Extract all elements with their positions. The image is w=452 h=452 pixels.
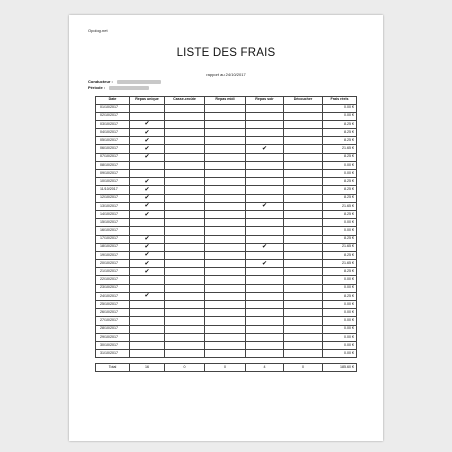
table-row xyxy=(96,251,357,259)
table-row xyxy=(96,186,357,194)
cell-casse-croute xyxy=(165,284,205,292)
cell-frais-reels: 0.00 € xyxy=(323,309,357,317)
totals-table xyxy=(95,363,357,372)
cell-decoucher xyxy=(284,251,323,259)
header-repas-unique: Repas unique xyxy=(130,97,165,105)
table-row xyxy=(96,268,357,276)
cell-repas-soir: ✔ xyxy=(246,145,284,153)
cell-casse-croute xyxy=(165,186,205,194)
cell-repas-midi xyxy=(205,194,246,202)
cell-decoucher xyxy=(284,178,323,186)
cell-frais-reels: 8.25 € xyxy=(323,194,357,202)
total-label: Total xyxy=(96,364,130,372)
cell-decoucher xyxy=(284,210,323,218)
cell-repas-unique xyxy=(130,104,165,112)
cell-repas-midi xyxy=(205,309,246,317)
cell-date: 17/10/2017 xyxy=(96,235,130,243)
cell-casse-croute xyxy=(165,161,205,169)
cell-date: 02/10/2017 xyxy=(96,112,130,120)
cell-decoucher xyxy=(284,104,323,112)
cell-date: 15/10/2017 xyxy=(96,219,130,227)
header-frais-reels: Frais réels xyxy=(323,97,357,105)
cell-casse-croute xyxy=(165,268,205,276)
table-row xyxy=(96,161,357,169)
cell-casse-croute xyxy=(165,260,205,268)
cell-decoucher xyxy=(284,129,323,137)
cell-casse-croute xyxy=(165,194,205,202)
header-decoucher: Découcher xyxy=(284,97,323,105)
cell-decoucher xyxy=(284,341,323,349)
table-row xyxy=(96,112,357,120)
cell-repas-midi xyxy=(205,341,246,349)
cell-date: 06/10/2017 xyxy=(96,145,130,153)
cell-repas-midi xyxy=(205,170,246,178)
cell-repas-soir xyxy=(246,268,284,276)
cell-casse-croute xyxy=(165,120,205,128)
cell-casse-croute xyxy=(165,341,205,349)
table-row xyxy=(96,137,357,145)
cell-frais-reels: 0.00 € xyxy=(323,341,357,349)
cell-repas-midi xyxy=(205,210,246,218)
cell-date: 21/10/2017 xyxy=(96,268,130,276)
total-repas-soir: 4 xyxy=(246,364,284,372)
table-row xyxy=(96,325,357,333)
cell-repas-unique xyxy=(130,284,165,292)
cell-frais-reels: 8.25 € xyxy=(323,120,357,128)
cell-repas-unique xyxy=(130,276,165,284)
cell-casse-croute xyxy=(165,104,205,112)
cell-decoucher xyxy=(284,112,323,120)
table-row xyxy=(96,219,357,227)
cell-date: 13/10/2017 xyxy=(96,202,130,210)
cell-repas-unique xyxy=(130,161,165,169)
cell-frais-reels: 21.65 € xyxy=(323,260,357,268)
cell-decoucher xyxy=(284,161,323,169)
table-row xyxy=(96,235,357,243)
cell-repas-soir xyxy=(246,350,284,358)
cell-casse-croute xyxy=(165,137,205,145)
table-row xyxy=(96,194,357,202)
cell-date: 24/10/2017 xyxy=(96,292,130,300)
cell-date: 09/10/2017 xyxy=(96,170,130,178)
cell-repas-soir xyxy=(246,104,284,112)
cell-repas-unique xyxy=(130,309,165,317)
periode-redacted xyxy=(109,86,149,90)
cell-repas-soir xyxy=(246,129,284,137)
cell-frais-reels: 8.25 € xyxy=(323,251,357,259)
cell-repas-soir: ✔ xyxy=(246,260,284,268)
cell-frais-reels: 21.65 € xyxy=(323,202,357,210)
cell-decoucher xyxy=(284,153,323,161)
cell-casse-croute xyxy=(165,235,205,243)
table-row xyxy=(96,202,357,210)
cell-frais-reels: 8.25 € xyxy=(323,153,357,161)
cell-repas-soir xyxy=(246,276,284,284)
cell-repas-soir xyxy=(246,251,284,259)
cell-date: 26/10/2017 xyxy=(96,309,130,317)
cell-repas-unique: ✔ xyxy=(130,153,165,161)
cell-repas-unique: ✔ xyxy=(130,202,165,210)
cell-repas-midi xyxy=(205,227,246,235)
cell-repas-unique xyxy=(130,333,165,341)
cell-casse-croute xyxy=(165,145,205,153)
page-title: LISTE DES FRAIS xyxy=(176,47,276,59)
cell-frais-reels: 0.00 € xyxy=(323,284,357,292)
cell-repas-midi xyxy=(205,292,246,300)
cell-repas-soir xyxy=(246,120,284,128)
table-row xyxy=(96,170,357,178)
cell-repas-unique: ✔ xyxy=(130,268,165,276)
total-decoucher: 0 xyxy=(284,364,323,372)
cell-frais-reels: 21.65 € xyxy=(323,145,357,153)
cell-repas-midi xyxy=(205,235,246,243)
cell-frais-reels: 0.00 € xyxy=(323,219,357,227)
table-row xyxy=(96,104,357,112)
cell-repas-midi xyxy=(205,104,246,112)
cell-decoucher xyxy=(284,186,323,194)
cell-repas-unique: ✔ xyxy=(130,292,165,300)
cell-date: 22/10/2017 xyxy=(96,276,130,284)
cell-decoucher xyxy=(284,317,323,325)
cell-date: 04/10/2017 xyxy=(96,129,130,137)
cell-repas-unique: ✔ xyxy=(130,235,165,243)
cell-date: 27/10/2017 xyxy=(96,317,130,325)
cell-date: 10/10/2017 xyxy=(96,178,130,186)
cell-date: 20/10/2017 xyxy=(96,260,130,268)
report-date: rapport au 24/10/2017 xyxy=(206,72,246,77)
cell-casse-croute xyxy=(165,170,205,178)
cell-repas-midi xyxy=(205,301,246,309)
cell-frais-reels: 8.25 € xyxy=(323,186,357,194)
cell-decoucher xyxy=(284,260,323,268)
cell-casse-croute xyxy=(165,251,205,259)
cell-decoucher xyxy=(284,333,323,341)
cell-repas-soir xyxy=(246,284,284,292)
cell-frais-reels: 0.00 € xyxy=(323,276,357,284)
cell-repas-unique: ✔ xyxy=(130,120,165,128)
cell-repas-soir: ✔ xyxy=(246,243,284,251)
cell-repas-soir xyxy=(246,292,284,300)
totals-row xyxy=(96,364,357,372)
cell-casse-croute xyxy=(165,325,205,333)
table-row xyxy=(96,243,357,251)
total-casse-croute: 0 xyxy=(165,364,205,372)
cell-date: 29/10/2017 xyxy=(96,333,130,341)
cell-repas-soir xyxy=(246,341,284,349)
cell-date: 03/10/2017 xyxy=(96,120,130,128)
table-row xyxy=(96,284,357,292)
cell-frais-reels: 8.25 € xyxy=(323,178,357,186)
cell-decoucher xyxy=(284,276,323,284)
cell-repas-midi xyxy=(205,145,246,153)
cell-frais-reels: 0.00 € xyxy=(323,301,357,309)
cell-repas-unique xyxy=(130,317,165,325)
cell-repas-soir xyxy=(246,301,284,309)
cell-frais-reels: 0.00 € xyxy=(323,104,357,112)
cell-frais-reels: 8.25 € xyxy=(323,137,357,145)
cell-repas-soir: ✔ xyxy=(246,202,284,210)
cell-date: 18/10/2017 xyxy=(96,243,130,251)
cell-frais-reels: 0.00 € xyxy=(323,112,357,120)
cell-repas-midi xyxy=(205,284,246,292)
cell-casse-croute xyxy=(165,227,205,235)
cell-repas-unique xyxy=(130,170,165,178)
cell-frais-reels: 21.65 € xyxy=(323,243,357,251)
cell-repas-soir xyxy=(246,227,284,235)
cell-decoucher xyxy=(284,219,323,227)
cell-decoucher xyxy=(284,227,323,235)
cell-date: 25/10/2017 xyxy=(96,301,130,309)
cell-frais-reels: 0.00 € xyxy=(323,227,357,235)
cell-repas-unique: ✔ xyxy=(130,137,165,145)
cell-repas-midi xyxy=(205,153,246,161)
cell-frais-reels: 0.00 € xyxy=(323,317,357,325)
cell-repas-midi xyxy=(205,276,246,284)
cell-casse-croute xyxy=(165,210,205,218)
header-casse-croute: Casse-croûte xyxy=(165,97,205,105)
periode-label: Période : xyxy=(88,85,106,90)
total-repas-midi: 0 xyxy=(205,364,246,372)
cell-date: 01/10/2017 xyxy=(96,104,130,112)
cell-repas-unique xyxy=(130,350,165,358)
table-body xyxy=(96,104,357,358)
table-row xyxy=(96,309,357,317)
cell-decoucher xyxy=(284,120,323,128)
cell-decoucher xyxy=(284,301,323,309)
table-row xyxy=(96,145,357,153)
table-row xyxy=(96,276,357,284)
cell-casse-croute xyxy=(165,178,205,186)
cell-repas-soir xyxy=(246,210,284,218)
cell-date: 16/10/2017 xyxy=(96,227,130,235)
cell-casse-croute xyxy=(165,219,205,227)
table-row xyxy=(96,301,357,309)
table-row xyxy=(96,210,357,218)
cell-casse-croute xyxy=(165,153,205,161)
cell-frais-reels: 0.00 € xyxy=(323,333,357,341)
cell-repas-midi xyxy=(205,333,246,341)
cell-date: 31/10/2017 xyxy=(96,350,130,358)
cell-repas-midi xyxy=(205,112,246,120)
cell-repas-midi xyxy=(205,251,246,259)
cell-date: 07/10/2017 xyxy=(96,153,130,161)
cell-casse-croute xyxy=(165,301,205,309)
cell-repas-unique: ✔ xyxy=(130,251,165,259)
cell-repas-unique xyxy=(130,325,165,333)
cell-decoucher xyxy=(284,268,323,276)
cell-repas-soir xyxy=(246,178,284,186)
cell-repas-unique: ✔ xyxy=(130,186,165,194)
cell-casse-croute xyxy=(165,350,205,358)
cell-frais-reels: 8.25 € xyxy=(323,268,357,276)
cell-date: 30/10/2017 xyxy=(96,341,130,349)
cell-repas-midi xyxy=(205,268,246,276)
cell-date: 05/10/2017 xyxy=(96,137,130,145)
cell-repas-unique: ✔ xyxy=(130,260,165,268)
cell-repas-soir xyxy=(246,137,284,145)
cell-casse-croute xyxy=(165,202,205,210)
brand-label: Opolog.net xyxy=(88,28,108,33)
table-row xyxy=(96,120,357,128)
cell-frais-reels: 8.25 € xyxy=(323,210,357,218)
conducteur-label: Conducteur : xyxy=(88,79,113,84)
cell-casse-croute xyxy=(165,333,205,341)
cell-repas-midi xyxy=(205,243,246,251)
report-page xyxy=(69,15,383,441)
cell-repas-unique xyxy=(130,219,165,227)
cell-repas-midi xyxy=(205,161,246,169)
cell-repas-midi xyxy=(205,120,246,128)
cell-decoucher xyxy=(284,292,323,300)
cell-repas-midi xyxy=(205,137,246,145)
header-repas-midi: Repas midi xyxy=(205,97,246,105)
cell-decoucher xyxy=(284,243,323,251)
cell-repas-unique xyxy=(130,227,165,235)
table-row xyxy=(96,153,357,161)
total-frais-reels: 185.60 € xyxy=(323,364,357,372)
cell-repas-soir xyxy=(246,112,284,120)
conducteur-redacted xyxy=(117,80,161,84)
table-row xyxy=(96,260,357,268)
cell-repas-midi xyxy=(205,202,246,210)
cell-decoucher xyxy=(284,350,323,358)
cell-casse-croute xyxy=(165,292,205,300)
cell-repas-soir xyxy=(246,325,284,333)
table-row xyxy=(96,350,357,358)
cell-frais-reels: 8.25 € xyxy=(323,129,357,137)
cell-casse-croute xyxy=(165,243,205,251)
cell-repas-unique: ✔ xyxy=(130,210,165,218)
cell-decoucher xyxy=(284,137,323,145)
cell-repas-unique xyxy=(130,301,165,309)
cell-frais-reels: 8.25 € xyxy=(323,235,357,243)
cell-repas-soir xyxy=(246,333,284,341)
cell-decoucher xyxy=(284,309,323,317)
cell-repas-unique: ✔ xyxy=(130,145,165,153)
cell-casse-croute xyxy=(165,276,205,284)
cell-repas-soir xyxy=(246,235,284,243)
header-repas-soir: Repas soir xyxy=(246,97,284,105)
total-repas-unique: 16 xyxy=(130,364,165,372)
cell-repas-midi xyxy=(205,317,246,325)
cell-repas-unique: ✔ xyxy=(130,194,165,202)
cell-repas-midi xyxy=(205,186,246,194)
periode-line xyxy=(88,85,149,90)
cell-repas-midi xyxy=(205,129,246,137)
cell-repas-soir xyxy=(246,309,284,317)
table-row xyxy=(96,227,357,235)
cell-date: 28/10/2017 xyxy=(96,325,130,333)
cell-repas-unique xyxy=(130,341,165,349)
cell-repas-soir xyxy=(246,186,284,194)
cell-date: 11/10/2017 xyxy=(96,186,130,194)
cell-repas-soir xyxy=(246,219,284,227)
cell-repas-unique: ✔ xyxy=(130,243,165,251)
cell-repas-midi xyxy=(205,219,246,227)
cell-decoucher xyxy=(284,325,323,333)
cell-repas-soir xyxy=(246,194,284,202)
cell-repas-soir xyxy=(246,161,284,169)
cell-repas-unique: ✔ xyxy=(130,129,165,137)
cell-repas-midi xyxy=(205,260,246,268)
expenses-table xyxy=(95,96,357,358)
table-row xyxy=(96,129,357,137)
cell-repas-midi xyxy=(205,325,246,333)
cell-decoucher xyxy=(284,202,323,210)
cell-date: 08/10/2017 xyxy=(96,161,130,169)
cell-date: 19/10/2017 xyxy=(96,251,130,259)
table-row xyxy=(96,292,357,300)
table-row xyxy=(96,341,357,349)
cell-decoucher xyxy=(284,235,323,243)
table-row xyxy=(96,178,357,186)
cell-frais-reels: 0.00 € xyxy=(323,170,357,178)
cell-date: 14/10/2017 xyxy=(96,210,130,218)
cell-decoucher xyxy=(284,284,323,292)
cell-casse-croute xyxy=(165,112,205,120)
cell-frais-reels: 0.00 € xyxy=(323,161,357,169)
conducteur-line xyxy=(88,79,161,84)
cell-casse-croute xyxy=(165,317,205,325)
cell-frais-reels: 8.25 € xyxy=(323,292,357,300)
cell-repas-soir xyxy=(246,317,284,325)
cell-repas-midi xyxy=(205,178,246,186)
cell-repas-unique xyxy=(130,112,165,120)
cell-decoucher xyxy=(284,194,323,202)
cell-repas-soir xyxy=(246,153,284,161)
header-date: Date xyxy=(96,97,130,105)
cell-repas-soir xyxy=(246,170,284,178)
table-header-row xyxy=(96,97,357,105)
table-row xyxy=(96,317,357,325)
cell-decoucher xyxy=(284,170,323,178)
cell-frais-reels: 0.00 € xyxy=(323,325,357,333)
cell-casse-croute xyxy=(165,129,205,137)
cell-casse-croute xyxy=(165,309,205,317)
cell-date: 12/10/2017 xyxy=(96,194,130,202)
cell-frais-reels: 0.00 € xyxy=(323,350,357,358)
table-row xyxy=(96,333,357,341)
cell-date: 23/10/2017 xyxy=(96,284,130,292)
cell-decoucher xyxy=(284,145,323,153)
cell-repas-unique: ✔ xyxy=(130,178,165,186)
cell-repas-midi xyxy=(205,350,246,358)
